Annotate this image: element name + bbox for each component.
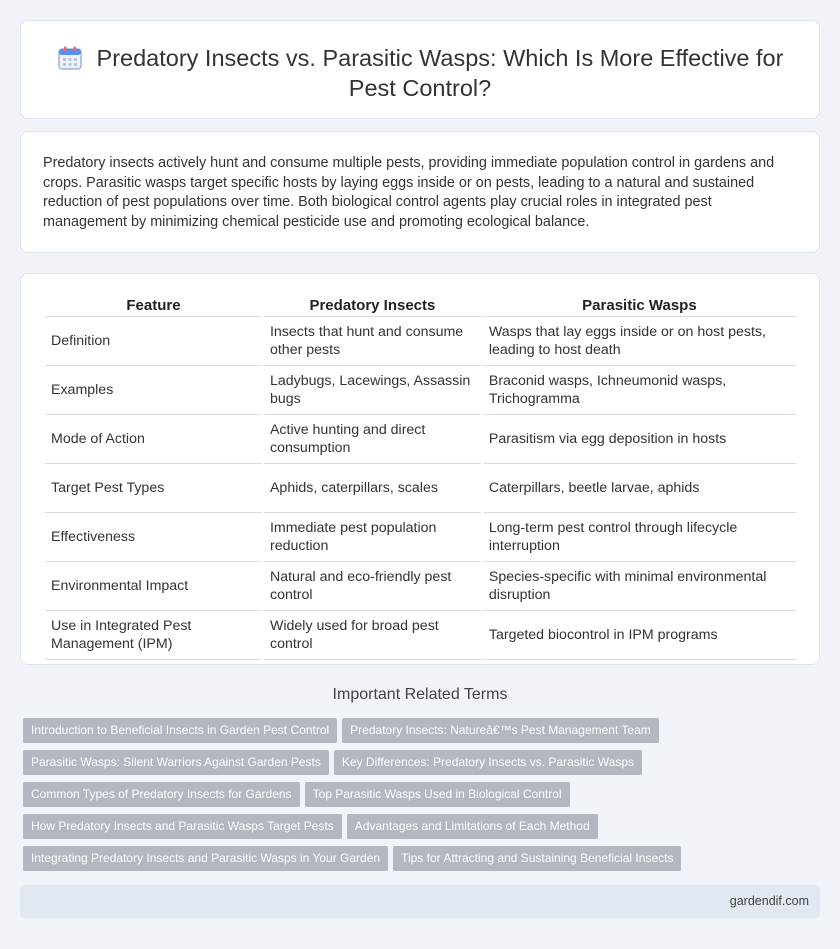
header-feature: Feature [45,296,262,317]
related-term-link[interactable]: Top Parasitic Wasps Used in Biological Control [305,782,570,807]
related-terms-list [23,718,823,878]
tag-row [23,814,823,846]
predatory-cell: Natural and eco-friendly pest control [264,562,481,611]
related-term-link[interactable]: Introduction to Beneficial Insects in Garden Pest Control [23,718,337,743]
footer-site-link[interactable]: gardendif.com [729,894,809,908]
tag-row [23,750,823,782]
parasitic-cell: Species-specific with minimal environmental disruption [483,562,796,611]
comparison-card [20,273,820,665]
related-terms-heading: Important Related Terms [332,686,508,703]
feature-cell: Use in Integrated Pest Management (IPM) [45,611,262,660]
calendar-icon [57,45,83,71]
related-term-link[interactable]: Advantages and Limitations of Each Method [347,814,598,839]
predatory-cell: Aphids, caterpillars, scales [264,464,481,513]
feature-cell: Effectiveness [45,513,262,562]
comparison-table [43,296,798,660]
tag-row [23,846,823,878]
parasitic-cell: Long-term pest control through lifecycle interruption [483,513,796,562]
feature-cell: Target Pest Types [45,464,262,513]
header-predatory-insects: Predatory Insects [264,296,481,317]
related-term-link[interactable]: Tips for Attracting and Sustaining Beneficial Insects [393,846,681,871]
table-header-row [45,296,796,317]
feature-cell: Environmental Impact [45,562,262,611]
related-term-link[interactable]: Key Differences: Predatory Insects vs. Parasitic Wasps [334,750,642,775]
parasitic-cell: Wasps that lay eggs inside or on host pests, leading to host death [483,317,796,366]
predatory-cell: Active hunting and direct consumption [264,415,481,464]
feature-cell: Mode of Action [45,415,262,464]
predatory-cell: Insects that hunt and consume other pests [264,317,481,366]
feature-cell: Definition [45,317,262,366]
table-row [45,562,796,611]
predatory-cell: Widely used for broad pest control [264,611,481,660]
table-row [45,366,796,415]
related-term-link[interactable]: Parasitic Wasps: Silent Warriors Against Garden Pests [23,750,329,775]
table-row [45,415,796,464]
header-parasitic-wasps: Parasitic Wasps [483,296,796,317]
table-row [45,611,796,660]
table-row [45,513,796,562]
title-card [20,20,820,119]
related-term-link[interactable]: Predatory Insects: Natureâ€™s Pest Management Team [342,718,659,743]
parasitic-cell: Braconid wasps, Ichneumonid wasps, Trichogramma [483,366,796,415]
table-row [45,317,796,366]
feature-cell: Examples [45,366,262,415]
predatory-cell: Immediate pest population reduction [264,513,481,562]
title-wrap [21,43,819,103]
tag-row [23,782,823,814]
parasitic-cell: Targeted biocontrol in IPM programs [483,611,796,660]
related-term-link[interactable]: Integrating Predatory Insects and Parasitic Wasps in Your Garden [23,846,388,871]
intro-card [20,131,820,253]
related-term-link[interactable]: Common Types of Predatory Insects for Gardens [23,782,300,807]
intro-paragraph: Predatory insects actively hunt and consume multiple pests, providing immediate population control in gardens and crops. Parasitic wasps target specific hosts by laying eggs inside or on pests, leading to a natural and sustained reduction of pest populations over time. Both biological control agents play crucial roles in integrated pest management by minimizing chemical pesticide use and promoting ecological balance. [43,155,775,230]
related-term-link[interactable]: How Predatory Insects and Parasitic Wasps Target Pests [23,814,342,839]
page-title: Predatory Insects vs. Parasitic Wasps: Which Is More Effective for Pest Control? [96,45,784,101]
footer [20,885,820,918]
parasitic-cell: Parasitism via egg deposition in hosts [483,415,796,464]
tag-row [23,718,823,750]
table-row [45,464,796,513]
parasitic-cell: Caterpillars, beetle larvae, aphids [483,464,796,513]
predatory-cell: Ladybugs, Lacewings, Assassin bugs [264,366,481,415]
